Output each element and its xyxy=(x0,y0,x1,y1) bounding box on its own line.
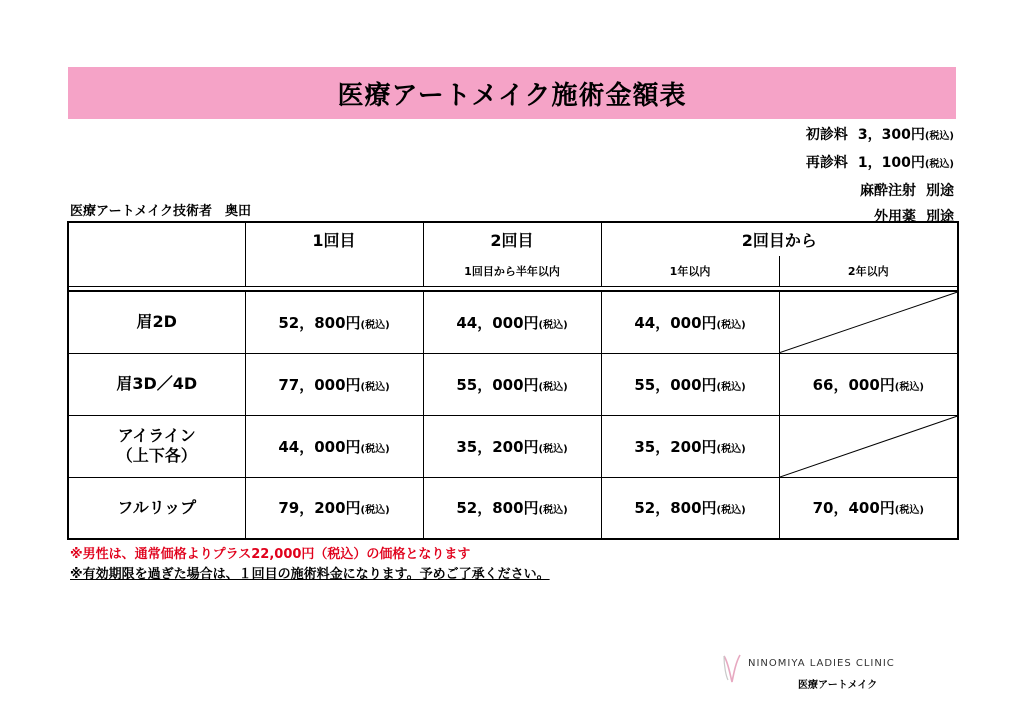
clinic-name-en: NINOMIYA LADIES CLINIC xyxy=(748,658,895,669)
technician-name: 医療アートメイク技術者 奥田 xyxy=(70,204,251,219)
fee-label: 麻酔注射 xyxy=(860,183,916,199)
price-within-2y: 70，400円(税込) xyxy=(779,477,958,539)
table-row xyxy=(68,291,958,353)
price-second: 35，200円(税込) xyxy=(423,415,601,477)
title-banner xyxy=(68,67,956,119)
table-subheader-row xyxy=(68,256,958,286)
fee-row-initial xyxy=(806,122,954,150)
notes xyxy=(70,545,550,585)
treatment-name: フルリップ xyxy=(68,477,245,539)
diagonal-slash xyxy=(780,416,958,477)
price-first: 77，000円(税込) xyxy=(245,353,423,415)
price-first: 52，800円(税込) xyxy=(245,291,423,353)
header-after-second: 2回目から xyxy=(601,222,958,256)
subheader-2-year: 2年以内 xyxy=(779,256,958,286)
price-first: 79，200円(税込) xyxy=(245,477,423,539)
fee-value: 別途 xyxy=(926,209,954,225)
treatment-name: アイライン （上下各） xyxy=(68,415,245,477)
clinic-logo-icon xyxy=(720,652,744,686)
header-empty xyxy=(68,222,245,256)
price-within-1y: 35，200円(税込) xyxy=(601,415,779,477)
header-second: 2回目 xyxy=(423,222,601,256)
price-second: 52，800円(税込) xyxy=(423,477,601,539)
price-within-2y: 66，000円(税込) xyxy=(779,353,958,415)
table-header-row xyxy=(68,222,958,256)
price-within-1y: 52，800円(税込) xyxy=(601,477,779,539)
price-second: 55，000円(税込) xyxy=(423,353,601,415)
fee-row-revisit xyxy=(806,150,954,178)
clinic-logo xyxy=(720,652,900,692)
header-first: 1回目 xyxy=(245,222,423,256)
treatment-name: 眉3D／4D xyxy=(68,353,245,415)
fee-label: 外用薬 xyxy=(874,209,916,225)
note-expiry: ※有効期限を過ぎた場合は、１回目の施術料金になります。予めご了承ください。 xyxy=(70,567,550,582)
subheader-half-year: 1回目から半年以内 xyxy=(423,256,601,286)
not-applicable-cell xyxy=(779,291,958,353)
note-male-surcharge: ※男性は、通常価格よりプラス22,000円（税込）の価格となります xyxy=(70,547,471,562)
subheader-1-year: 1年以内 xyxy=(601,256,779,286)
table-row xyxy=(68,477,958,539)
price-table xyxy=(67,221,959,540)
not-applicable-cell xyxy=(779,415,958,477)
diagonal-slash xyxy=(780,292,958,353)
subheader-empty xyxy=(245,256,423,286)
fee-value: 別途 xyxy=(926,183,954,199)
fee-list xyxy=(806,122,954,230)
price-within-1y: 44，000円(税込) xyxy=(601,291,779,353)
price-first: 44，000円(税込) xyxy=(245,415,423,477)
table-row xyxy=(68,415,958,477)
treatment-name: 眉2D xyxy=(68,291,245,353)
fee-row-anesthesia xyxy=(806,178,954,204)
price-second: 44，000円(税込) xyxy=(423,291,601,353)
clinic-name-jp: 医療アートメイク xyxy=(798,680,878,691)
table-row xyxy=(68,353,958,415)
page-title: 医療アートメイク施術金額表 xyxy=(337,80,687,111)
fee-value: 3，300円(税込) xyxy=(857,127,954,143)
fee-value: 1，100円(税込) xyxy=(857,155,954,171)
subheader-empty xyxy=(68,256,245,286)
fee-label: 再診料 xyxy=(805,155,848,171)
price-within-1y: 55，000円(税込) xyxy=(601,353,779,415)
fee-label: 初診料 xyxy=(805,127,848,143)
